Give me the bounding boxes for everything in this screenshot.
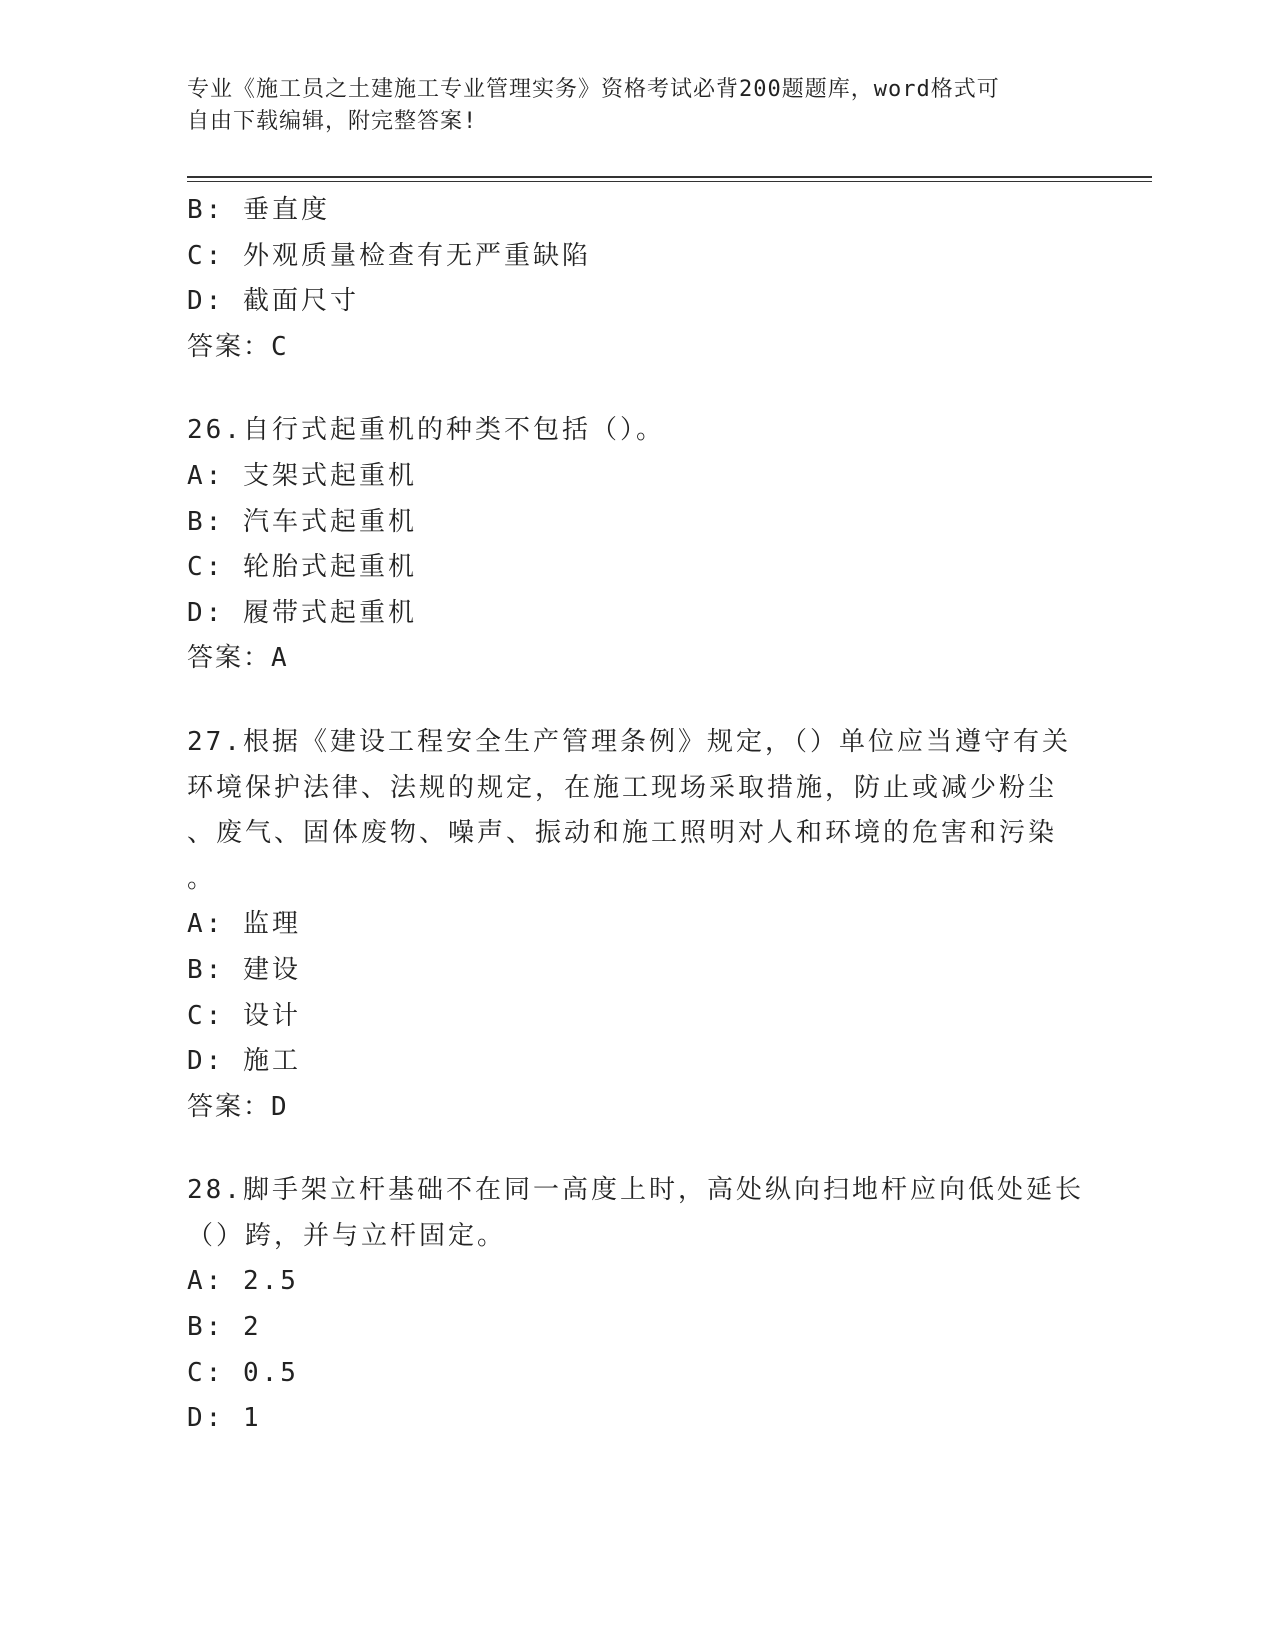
question-text-line-3: 、废气、固体废物、噪声、振动和施工照明对人和环境的危害和污染 [187,818,1058,849]
question-text-line-2: （）跨，并与立杆固定。 [187,1220,507,1251]
answer: 答案：D [187,1091,289,1122]
option-d: D: 1 [187,1403,262,1434]
question-text-line-1: 28.脚手架立杆基础不在同一高度上时，高处纵向扫地杆应向低处延长 [187,1175,1084,1206]
option-a: A: 监理 [187,909,301,940]
option-b: B: 垂直度 [187,195,330,225]
question-list [187,188,1087,1442]
header-divider-thin [187,181,1152,182]
question-27 [187,720,1087,1130]
header-line-1: 专业《施工员之土建施工专业管理实务》资格考试必背200题题库，word格式可 [187,77,1000,102]
header-divider-thick [187,176,1152,178]
question-28 [187,1168,1087,1442]
answer: 答案：C [187,331,289,362]
option-b: B: 2 [187,1312,262,1343]
option-c: C: 设计 [187,1000,301,1031]
option-a: A: 支架式起重机 [187,460,417,491]
option-c: C: 0.5 [187,1357,299,1388]
option-b: B: 汽车式起重机 [187,506,417,537]
question-text-line-1: 27.根据《建设工程安全生产管理条例》规定，（）单位应当遵守有关 [187,726,1071,757]
option-a: A: 2.5 [187,1266,299,1297]
question-25 [187,188,1087,370]
question-26 [187,408,1087,682]
option-d: D: 截面尺寸 [187,286,359,317]
option-b: B: 建设 [187,954,301,985]
header-line-2: 自由下载编辑，附完整答案! [187,109,478,134]
option-d: D: 履带式起重机 [187,597,417,628]
document-header [187,74,1087,138]
answer: 答案：A [187,643,289,674]
option-c: C: 外观质量检查有无严重缺陷 [187,240,591,271]
option-c: C: 轮胎式起重机 [187,552,417,583]
question-text-line-2: 环境保护法律、法规的规定，在施工现场采取措施，防止或减少粉尘 [187,772,1058,803]
option-d: D: 施工 [187,1046,301,1077]
question-text-line-4: 。 [187,863,217,894]
question-text: 26.自行式起重机的种类不包括（）。 [187,415,665,446]
